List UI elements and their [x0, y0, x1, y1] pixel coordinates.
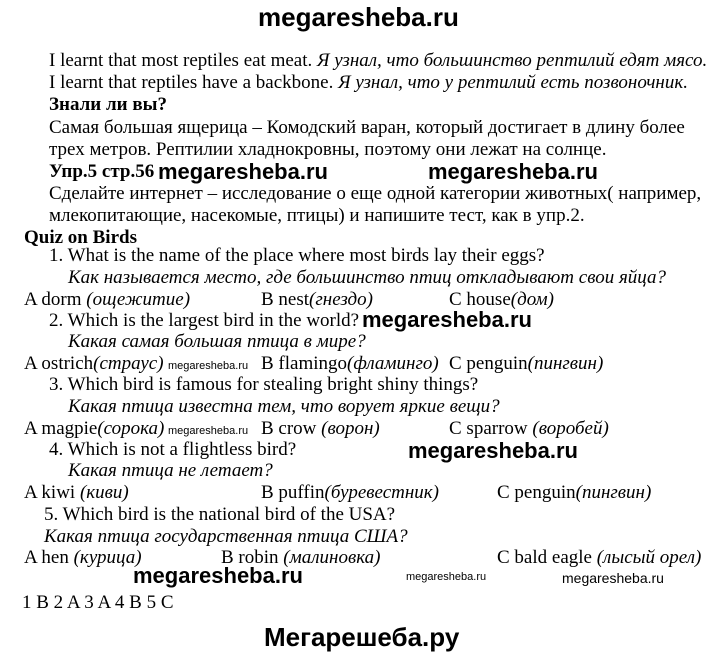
exercise-task-line-2: млекопитающие, насекомые, птицы) и напишите тест, как в упр.2. [49, 205, 585, 226]
q2-option-a [24, 353, 164, 375]
q5-translation: Какая птица государственная птица США? [44, 526, 408, 547]
q4-option-b-ru: (буревестник) [324, 482, 439, 503]
q2-translation: Какая самая большая птица в мире? [68, 331, 366, 352]
q3-option-c [449, 418, 609, 440]
q5-option-b-label: B robin [221, 547, 279, 568]
intro-line-2-ru: Я узнал, что у рептилий есть позвоночник. [338, 72, 688, 93]
q5-option-c-ru: (лысый орел) [596, 547, 702, 568]
quiz-title: Quiz on Birds [24, 227, 137, 248]
q1-option-a-ru: (ощежитие) [86, 289, 191, 310]
q2-text: 2. Which is the largest bird in the world? [49, 310, 360, 331]
exercise-task-line-1: Сделайте интернет – исследование о еще одной категории животных( например, [49, 183, 702, 204]
q1-text: 1. What is the name of the place where most birds lay their eggs? [49, 245, 545, 266]
q5-option-c-label: C bald eagle [497, 547, 592, 568]
intro-line-2-en: I learnt that reptiles have a backbone. [49, 72, 334, 93]
q4-option-c [497, 482, 651, 504]
q1-option-b [261, 289, 373, 311]
watermark-small-1: megaresheba.ru [168, 360, 249, 372]
q3-option-a [24, 418, 164, 440]
q3-option-a-ru: (сорока) [97, 418, 165, 439]
q1-option-b-label: B nest [261, 289, 310, 310]
exercise-title: Упр.5 стр.56 [49, 161, 155, 182]
header-watermark: megaresheba.ru [258, 2, 459, 32]
q3-option-c-label: C sparrow [449, 418, 528, 439]
q4-option-b-label: B puffin [261, 482, 325, 503]
q4-option-a-ru: (киви) [79, 482, 129, 503]
q3-option-a-label: A magpie [24, 418, 98, 439]
q4-option-c-ru: (пингвин) [575, 482, 652, 503]
q2-option-c-ru: (пингвин) [527, 353, 604, 374]
q4-option-b [261, 482, 439, 504]
q4-text: 4. Which is not a flightless bird? [49, 439, 297, 460]
did-you-know-heading: Знали ли вы? [49, 94, 167, 115]
q3-text: 3. Which bird is famous for stealing bright shiny things? [49, 374, 479, 395]
watermark-2: megaresheba.ru [428, 159, 598, 184]
intro-line-1 [49, 50, 707, 72]
q2-option-c [449, 353, 603, 375]
q5-text: 5. Which bird is the national bird of the USA? [44, 504, 396, 525]
answer-key: 1 B 2 A 3 A 4 B 5 C [22, 592, 174, 613]
q1-option-b-ru: (гнездо) [309, 289, 373, 310]
q2-option-a-label: A ostrich [24, 353, 94, 374]
q2-option-a-ru: (страус) [93, 353, 164, 374]
q4-translation: Какая птица не летает? [68, 460, 273, 481]
q1-option-a [24, 289, 190, 311]
q5-option-c [497, 547, 701, 569]
q5-option-a-ru: (курица) [73, 547, 142, 568]
q3-translation: Какая птица известна тем, что ворует яркие вещи? [68, 396, 500, 417]
q4-option-a [24, 482, 129, 504]
intro-line-1-en: I learnt that most reptiles eat meat. [49, 50, 313, 71]
q3-option-b-label: B crow [261, 418, 317, 439]
intro-line-1-ru: Я узнал, что большинство рептилий едят мясо. [317, 50, 708, 71]
q2-option-b [261, 353, 439, 375]
q3-option-b [261, 418, 380, 440]
watermark-1: megaresheba.ru [158, 159, 328, 184]
q5-option-b-ru: (малиновка) [283, 547, 381, 568]
q2-option-b-ru: (фламинго) [347, 353, 439, 374]
q1-option-c-label: C house [449, 289, 511, 310]
q1-option-c-ru: (дом) [510, 289, 554, 310]
watermark-small-2: megaresheba.ru [168, 425, 249, 437]
q1-translation: Как называется место, где большинство птиц откладывают свои яйца? [68, 267, 667, 288]
q2-option-b-label: B flamingo [261, 353, 348, 374]
fact-line-2: трех метров. Рептилии хладнокровны, поэтому они лежат на солнце. [49, 139, 607, 160]
q3-option-c-ru: (воробей) [532, 418, 609, 439]
watermark-4: megaresheba.ru [408, 438, 578, 463]
q5-option-a [24, 547, 142, 569]
watermark-5: megaresheba.ru [133, 563, 303, 588]
q4-option-c-label: C penguin [497, 482, 576, 503]
watermark-3: megaresheba.ru [362, 307, 532, 332]
q1-option-a-label: A dorm [24, 289, 82, 310]
footer-brand: Мегарешеба.ру [264, 622, 460, 652]
q3-option-b-ru: (ворон) [321, 418, 380, 439]
q4-option-a-label: A kiwi [24, 482, 76, 503]
watermark-small-4: megaresheba.ru [562, 570, 664, 586]
intro-line-2 [49, 72, 688, 94]
q2-option-c-label: C penguin [449, 353, 528, 374]
q5-option-a-label: A hen [24, 547, 69, 568]
watermark-small-3: megaresheba.ru [406, 571, 487, 583]
fact-line-1: Самая большая ящерица – Комодский варан, который достигает в длину более [49, 117, 685, 138]
